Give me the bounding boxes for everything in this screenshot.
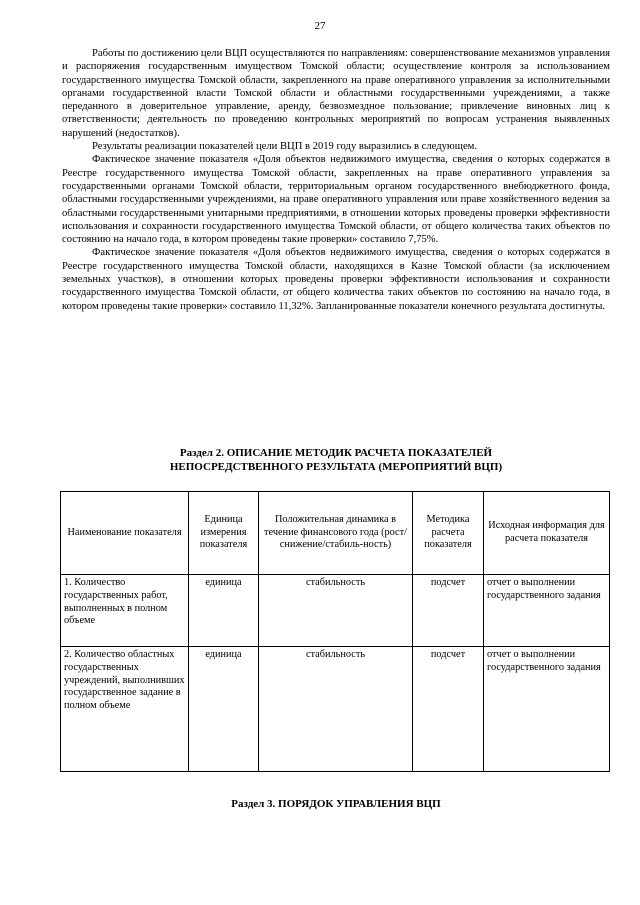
table-cell: отчет о выполнении государственного задания xyxy=(484,575,610,647)
table-cell: единица xyxy=(189,647,259,772)
table-cell: 2. Количество областных государственных учреждений, выполнивших государственное задание в полном объеме xyxy=(61,647,189,772)
table-row xyxy=(61,575,610,647)
table-cell: подсчет xyxy=(413,575,484,647)
paragraph: Фактическое значение показателя «Доля объектов недвижимого имущества, сведения о которых содержатся в Реестре государственного имущества Томской области, закрепленных на праве оперативного управления за государственными органами Томской области, территориальным органом государственного внебюджетного фонда, областными государственными учреждениями, на праве оперативного управления или праве хозяйственного ведения за областными государственными унитарными предприятиями, в отношении которых проведены проверки эффективности использования и сохранности государственного имущества Томской области, от общего количества таких объектов по состоянию на начало года, в котором проведены такие проверки» составило 7,75%. xyxy=(62,154,610,246)
section-2-title-line-2: НЕПОСРЕДСТВЕННОГО РЕЗУЛЬТАТА (МЕРОПРИЯТИЙ ВЦП) xyxy=(169,461,503,473)
table-cell: отчет о выполнении государственного задания xyxy=(484,647,610,772)
measures-table xyxy=(60,491,610,772)
paragraph: Результаты реализации показателей цели ВЦП в 2019 году выразились в следующем. xyxy=(92,141,478,153)
section-2-title-line-1: Раздел 2. ОПИСАНИЕ МЕТОДИК РАСЧЕТА ПОКАЗАТЕЛЕЙ xyxy=(179,447,493,459)
table-cell: единица xyxy=(189,575,259,647)
page-number: 27 xyxy=(314,20,326,32)
column-header: Исходная информация для расчета показателя xyxy=(484,492,610,575)
paragraph: Работы по достижению цели ВЦП осуществляются по направлениям: совершенствование механизмов управления и распоряжения государственным имуществом Томской области; осуществление контроля за использованием государственного имущества Томской области, закрепленного на праве оперативного управления за исполнительными органами государственной власти Томской области и областными государственными учреждениями, а также переданного в доверительное управление, аренду, безвозмездное пользование; привлечение виновных лиц к ответственности; деятельность по проведению контрольных мероприятий по вопросам устранения выявленных нарушений (недостатков). xyxy=(62,48,610,139)
table-header-row xyxy=(61,492,610,575)
column-header: Наименование показателя xyxy=(61,492,189,575)
paragraph: Фактическое значение показателя «Доля объектов недвижимого имущества, сведения о которых содержатся в Реестре государственного имущества Томской области, находящихся в Казне Томской области (за исключением земельных участков), в отношении которых проведены проверки эффективности использования и сохранности государственного имущества Томской области, от общего количества таких объектов по состоянию на начало года, в котором проведены такие проверки» составило 11,32%. Запланированные показатели конечного результата достигнуты. xyxy=(62,247,610,312)
body-text xyxy=(62,47,610,313)
table-cell: 1. Количество государственных работ, выполненных в полном объеме xyxy=(61,575,189,647)
table-cell: стабильность xyxy=(259,647,413,772)
column-header: Положительная динамика в течение финансового года (рост/снижение/стабиль-ность) xyxy=(259,492,413,575)
table-row xyxy=(61,647,610,772)
table-cell: подсчет xyxy=(413,647,484,772)
section-2-heading xyxy=(62,446,610,474)
column-header: Единица измерения показателя xyxy=(189,492,259,575)
section-3-heading: Раздел 3. ПОРЯДОК УПРАВЛЕНИЯ ВЦП xyxy=(231,798,441,810)
table-cell: стабильность xyxy=(259,575,413,647)
column-header: Методика расчета показателя xyxy=(413,492,484,575)
